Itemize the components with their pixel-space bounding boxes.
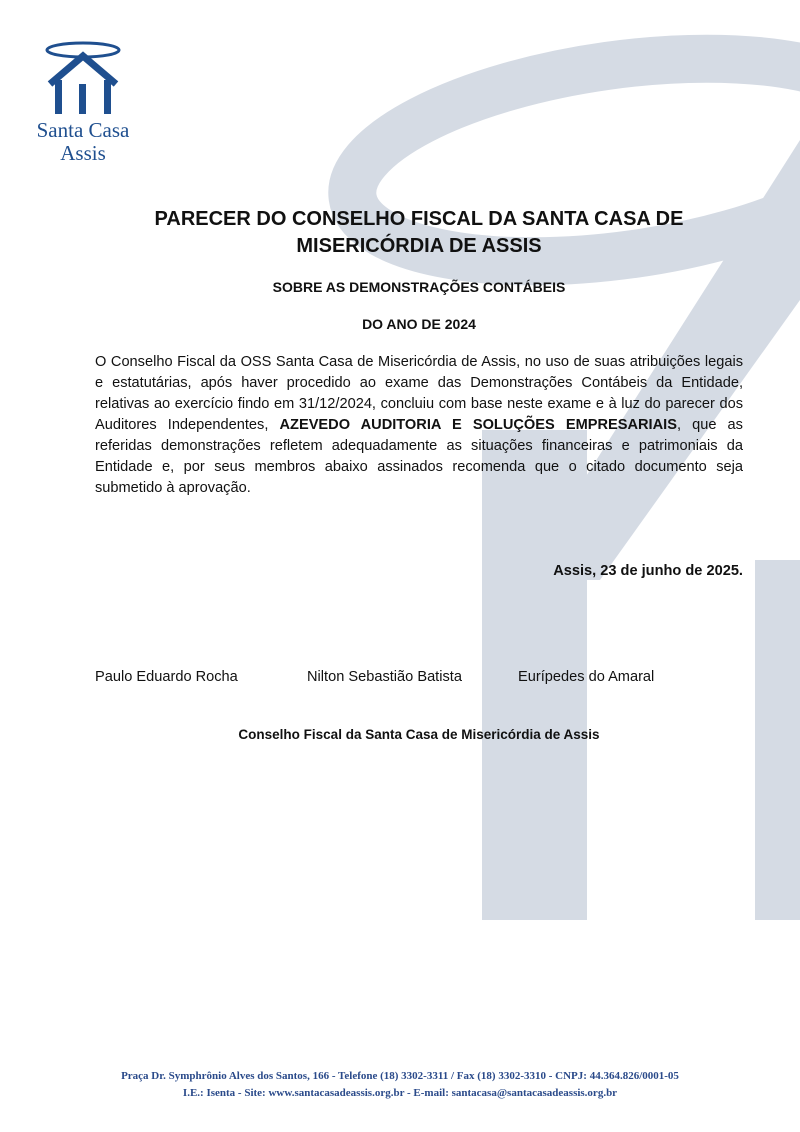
footer-contact: I.E.: Isenta - Site: www.santacasadeassis.org.br - E-mail: santacasa@santacasadeassis.org.br [182,1087,618,1099]
document-title: PARECER DO CONSELHO FISCAL DA SANTA CASA DE MISERICÓRDIA DE ASSIS [154,208,684,257]
signatory-name: Eurípedes do Amaral [518,669,655,685]
document-subtitle: SOBRE AS DEMONSTRAÇÕES CONTÁBEIS [272,279,566,295]
body-paragraph [95,352,743,499]
document-year: DO ANO DE 2024 [362,316,476,332]
logo [28,40,138,170]
logo-text-assis: Assis [60,141,106,165]
footer-address: Praça Dr. Symphrônio Alves dos Santos, 166 - Telefone (18) 3302-3311 / Fax (18) 3302-3310 - CNPJ: 44.364.826/0001-05 [121,1070,679,1082]
watermark-pillar-right [755,560,800,920]
body-text-part2: , que as referidas demonstrações refletem adequadamente as situações financeiras e patrimoniais da Entidade e, por seus membros abaixo assinados recomenda que o citado documento seja submetido à aprovação. [95,417,743,496]
body-text-part1: O Conselho Fiscal da OSS Santa Casa de Misericórdia de Assis, no uso de suas atribuições legais e estatutárias, após haver procedido ao exame das Demonstrações Contábeis da Entidade, relativas ao exercício findo em 31/12/2024, concluiu com base neste exame e à luz do parecer dos Auditores Independentes, [95,354,743,433]
date-line: Assis, 23 de junho de 2025. [553,563,743,579]
signatory-name: Nilton Sebastião Batista [307,669,462,685]
council-name: Conselho Fiscal da Santa Casa de Misericórdia de Assis [238,727,600,742]
logo-text-santa-casa: Santa Casa [36,118,130,142]
auditor-name: AZEVEDO AUDITORIA E SOLUÇÕES EMPRESARIAIS [279,417,677,433]
signatory-name: Paulo Eduardo Rocha [95,669,238,685]
logo-house-icon [44,40,122,116]
